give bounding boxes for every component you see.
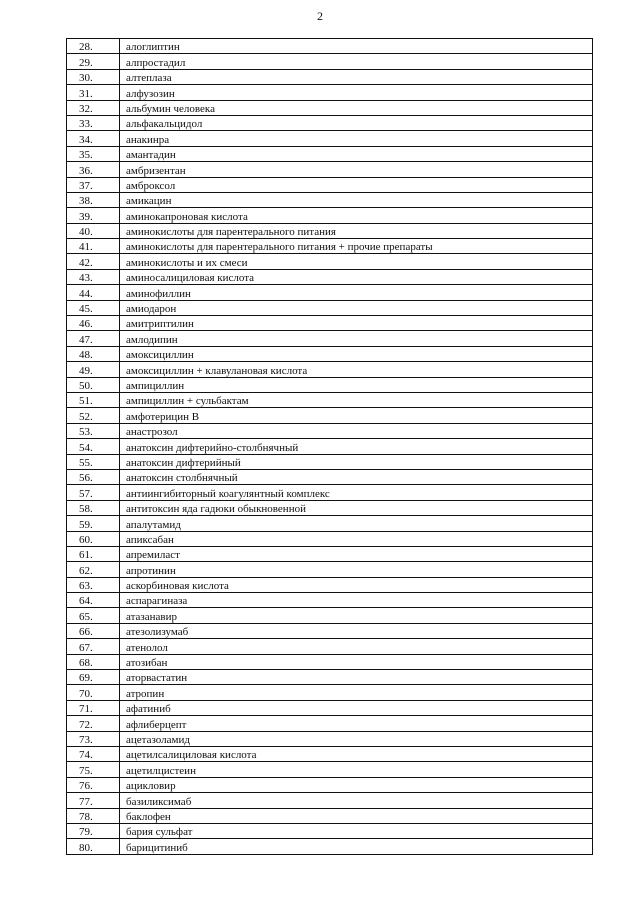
table-row	[67, 716, 593, 731]
table-row	[67, 439, 593, 454]
table-row	[67, 54, 593, 69]
table-row	[67, 331, 593, 346]
table-row	[67, 346, 593, 361]
row-number: 34.	[67, 131, 120, 146]
row-number: 30.	[67, 69, 120, 84]
table-row	[67, 700, 593, 715]
row-number: 75.	[67, 762, 120, 777]
drug-name: алоглиптин	[120, 39, 593, 54]
table-row	[67, 408, 593, 423]
drug-name: алтеплаза	[120, 69, 593, 84]
row-number: 29.	[67, 54, 120, 69]
row-number: 52.	[67, 408, 120, 423]
row-number: 65.	[67, 608, 120, 623]
drug-name: альфакальцидол	[120, 115, 593, 130]
drug-name: анатоксин столбнячный	[120, 469, 593, 484]
row-number: 47.	[67, 331, 120, 346]
drug-list-body	[67, 39, 593, 855]
row-number: 69.	[67, 670, 120, 685]
row-number: 49.	[67, 362, 120, 377]
row-number: 64.	[67, 593, 120, 608]
table-row	[67, 531, 593, 546]
table-row	[67, 808, 593, 823]
drug-name: амоксициллин	[120, 346, 593, 361]
drug-name: апалутамид	[120, 516, 593, 531]
row-number: 72.	[67, 716, 120, 731]
row-number: 41.	[67, 239, 120, 254]
table-row	[67, 731, 593, 746]
row-number: 37.	[67, 177, 120, 192]
drug-name: апротинин	[120, 562, 593, 577]
drug-name: амиодарон	[120, 300, 593, 315]
drug-name: атенолол	[120, 639, 593, 654]
row-number: 78.	[67, 808, 120, 823]
row-number: 80.	[67, 839, 120, 854]
row-number: 67.	[67, 639, 120, 654]
table-row	[67, 670, 593, 685]
drug-name: аторвастатин	[120, 670, 593, 685]
drug-name: афатиниб	[120, 700, 593, 715]
row-number: 50.	[67, 377, 120, 392]
row-number: 77.	[67, 793, 120, 808]
table-row	[67, 208, 593, 223]
drug-name: апиксабан	[120, 531, 593, 546]
table-row	[67, 85, 593, 100]
row-number: 54.	[67, 439, 120, 454]
drug-name: ацикловир	[120, 777, 593, 792]
row-number: 76.	[67, 777, 120, 792]
row-number: 71.	[67, 700, 120, 715]
drug-name: аминокислоты для парентерального питания + прочие препараты	[120, 239, 593, 254]
drug-name: апремиласт	[120, 546, 593, 561]
table-row	[67, 500, 593, 515]
table-row	[67, 100, 593, 115]
row-number: 32.	[67, 100, 120, 115]
drug-name: атезолизумаб	[120, 623, 593, 638]
table-row	[67, 777, 593, 792]
table-row	[67, 746, 593, 761]
row-number: 58.	[67, 500, 120, 515]
drug-name: амоксициллин + клавулановая кислота	[120, 362, 593, 377]
row-number: 68.	[67, 654, 120, 669]
table-row	[67, 316, 593, 331]
row-number: 48.	[67, 346, 120, 361]
table-row	[67, 639, 593, 654]
page-number: 2	[317, 9, 323, 23]
row-number: 43.	[67, 269, 120, 284]
table-row	[67, 285, 593, 300]
drug-name: ампициллин + сульбактам	[120, 392, 593, 407]
row-number: 79.	[67, 823, 120, 838]
drug-name: аспарагиназа	[120, 593, 593, 608]
table-row	[67, 654, 593, 669]
drug-name: аскорбиновая кислота	[120, 577, 593, 592]
row-number: 53.	[67, 423, 120, 438]
drug-name: ацетазоламид	[120, 731, 593, 746]
drug-name: антитоксин яда гадюки обыкновенной	[120, 500, 593, 515]
drug-name: анатоксин дифтерийный	[120, 454, 593, 469]
drug-name: ампициллин	[120, 377, 593, 392]
table-row	[67, 69, 593, 84]
table-row	[67, 300, 593, 315]
row-number: 40.	[67, 223, 120, 238]
row-number: 31.	[67, 85, 120, 100]
row-number: 61.	[67, 546, 120, 561]
drug-name: анатоксин дифтерийно-столбнячный	[120, 439, 593, 454]
table-row	[67, 239, 593, 254]
table-row	[67, 623, 593, 638]
drug-name: ацетилцистеин	[120, 762, 593, 777]
table-row	[67, 254, 593, 269]
table-row	[67, 362, 593, 377]
table-row	[67, 39, 593, 54]
table-row	[67, 593, 593, 608]
row-number: 73.	[67, 731, 120, 746]
row-number: 70.	[67, 685, 120, 700]
table-row	[67, 377, 593, 392]
drug-name: анастрозол	[120, 423, 593, 438]
drug-name: амитриптилин	[120, 316, 593, 331]
table-row	[67, 823, 593, 838]
row-number: 66.	[67, 623, 120, 638]
row-number: 44.	[67, 285, 120, 300]
drug-name: аминосалициловая кислота	[120, 269, 593, 284]
table-row	[67, 146, 593, 161]
table-row	[67, 192, 593, 207]
row-number: 36.	[67, 162, 120, 177]
table-row	[67, 516, 593, 531]
drug-name: аминокапроновая кислота	[120, 208, 593, 223]
drug-name: базиликсимаб	[120, 793, 593, 808]
drug-name: альбумин человека	[120, 100, 593, 115]
table-row	[67, 762, 593, 777]
drug-name: амантадин	[120, 146, 593, 161]
drug-name: аминокислоты для парентерального питания	[120, 223, 593, 238]
row-number: 55.	[67, 454, 120, 469]
table-row	[67, 454, 593, 469]
drug-name: алпростадил	[120, 54, 593, 69]
table-row	[67, 562, 593, 577]
drug-name: антиингибиторный коагулянтный комплекс	[120, 485, 593, 500]
drug-name: аминокислоты и их смеси	[120, 254, 593, 269]
row-number: 28.	[67, 39, 120, 54]
row-number: 35.	[67, 146, 120, 161]
row-number: 63.	[67, 577, 120, 592]
drug-name: амикацин	[120, 192, 593, 207]
drug-name: амброксол	[120, 177, 593, 192]
row-number: 62.	[67, 562, 120, 577]
row-number: 39.	[67, 208, 120, 223]
row-number: 46.	[67, 316, 120, 331]
drug-name: аминофиллин	[120, 285, 593, 300]
drug-name: анакинра	[120, 131, 593, 146]
table-row	[67, 115, 593, 130]
table-row	[67, 839, 593, 854]
row-number: 42.	[67, 254, 120, 269]
table-row	[67, 793, 593, 808]
table-row	[67, 223, 593, 238]
drug-name: амфотерицин B	[120, 408, 593, 423]
table-row	[67, 392, 593, 407]
table-row	[67, 577, 593, 592]
row-number: 45.	[67, 300, 120, 315]
row-number: 57.	[67, 485, 120, 500]
row-number: 51.	[67, 392, 120, 407]
drug-name: ацетилсалициловая кислота	[120, 746, 593, 761]
row-number: 38.	[67, 192, 120, 207]
row-number: 74.	[67, 746, 120, 761]
table-row	[67, 177, 593, 192]
table-row	[67, 269, 593, 284]
row-number: 33.	[67, 115, 120, 130]
drug-name: барицитиниб	[120, 839, 593, 854]
drug-list-table	[66, 38, 593, 855]
table-row	[67, 423, 593, 438]
table-row	[67, 469, 593, 484]
drug-name: баклофен	[120, 808, 593, 823]
row-number: 60.	[67, 531, 120, 546]
drug-name: амбризентан	[120, 162, 593, 177]
table-row	[67, 546, 593, 561]
table-row	[67, 485, 593, 500]
drug-name: атазанавир	[120, 608, 593, 623]
drug-name: афлиберцепт	[120, 716, 593, 731]
row-number: 59.	[67, 516, 120, 531]
table-row	[67, 685, 593, 700]
table-row	[67, 131, 593, 146]
drug-name: бария сульфат	[120, 823, 593, 838]
drug-name: алфузозин	[120, 85, 593, 100]
row-number: 56.	[67, 469, 120, 484]
drug-name: атозибан	[120, 654, 593, 669]
drug-name: амлодипин	[120, 331, 593, 346]
table-row	[67, 162, 593, 177]
table-row	[67, 608, 593, 623]
drug-name: атропин	[120, 685, 593, 700]
